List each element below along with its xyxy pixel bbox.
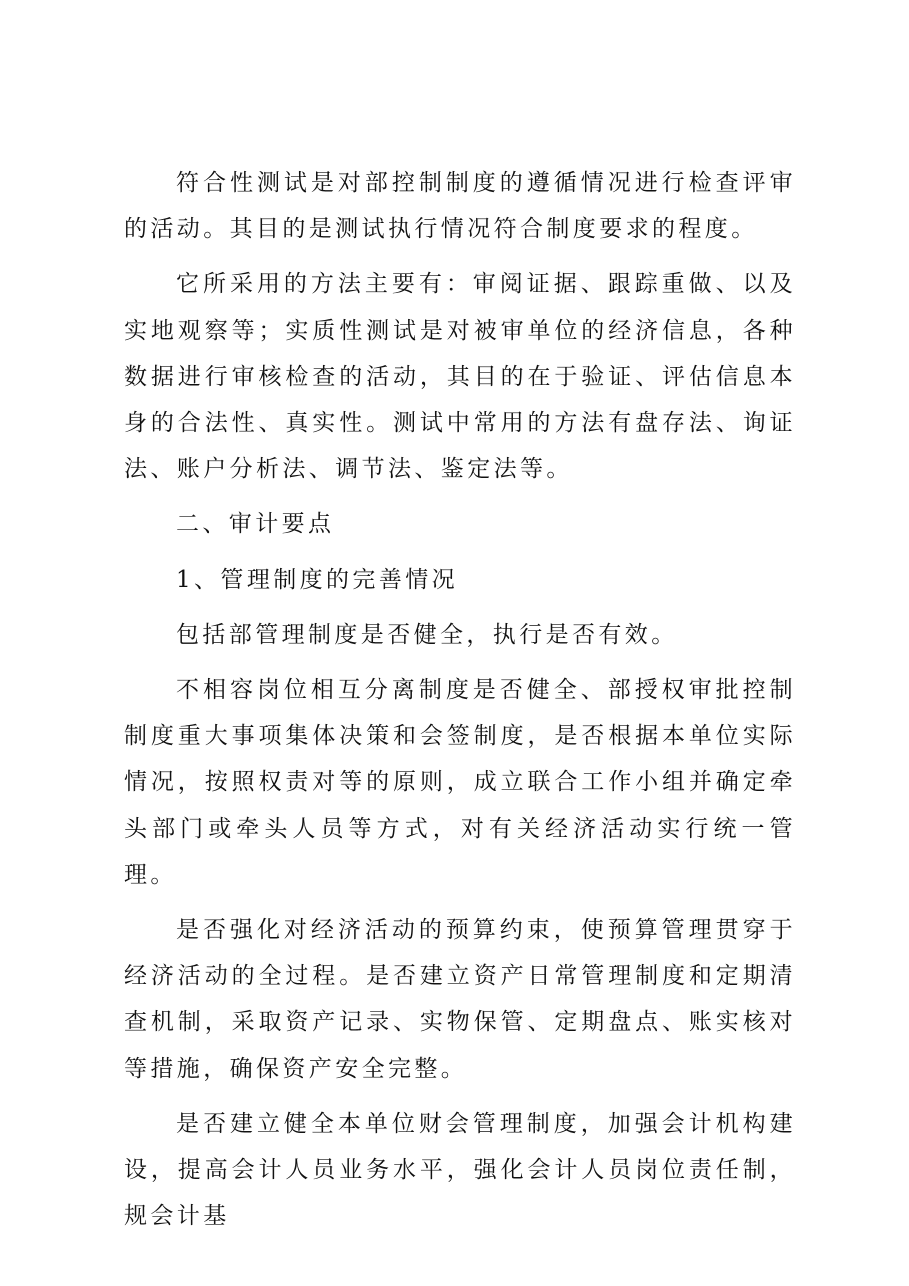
subsection-heading-management-system: 1、管理制度的完善情况 <box>176 566 459 593</box>
section-heading-audit-points: 二、审计要点 <box>176 511 335 538</box>
paragraph-test-methods: 它所采用的方法主要有：审阅证据、跟踪重做、以及实地观察等；实质性测试是对被审单位的经济信息，各种数据进行审核检查的活动，其目的在于验证、评估信息本身的合法性、真实性。测试中常用的方法有盘存法、询证法、账户分析法、调节法、鉴定法等。 <box>124 271 796 483</box>
paragraph-budget-constraint: 是否强化对经济活动的预算约束，使预算管理贯穿于经济活动的全过程。是否建立资产日常管理制度和定期清查机制，采取资产记录、实物保管、定期盘点、账实核对等措施，确保资产安全完整。 <box>124 917 796 1082</box>
paragraph-management-system: 包括部管理制度是否健全，执行是否有效。 <box>176 621 678 648</box>
paragraph-compliance-test: 符合性测试是对部控制制度的遵循情况进行检查评审的活动。其目的是测试执行情况符合制度要求的程度。 <box>124 170 796 243</box>
paragraph-post-separation: 不相容岗位相互分离制度是否健全、部授权审批控制制度重大事项集体决策和会签制度，是否根据本单位实际情况，按照权责对等的原则，成立联合工作小组并确定牵头部门或牵头人员等方式，对有关经济活动实行统一管理。 <box>124 677 796 888</box>
paragraph-accounting-system: 是否建立健全本单位财会管理制度，加强会计机构建设，提高会计人员业务水平，强化会计人员岗位责任制，规会计基 <box>124 1110 796 1230</box>
document-body <box>124 160 796 1248</box>
